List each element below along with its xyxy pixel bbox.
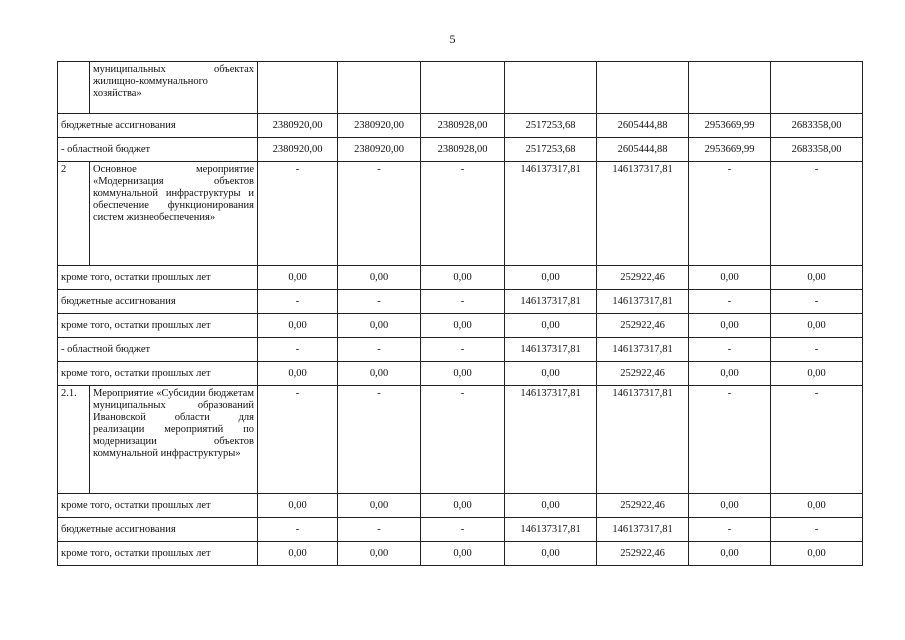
value-cell: 2953669,99	[689, 114, 771, 138]
value-cell: 0,00	[338, 362, 421, 386]
value-cell: 0,00	[258, 314, 338, 338]
table-row	[58, 138, 863, 162]
value-cell: 146137317,81	[505, 518, 597, 542]
row-label: кроме того, остатки прошлых лет	[58, 542, 258, 566]
table-row	[58, 290, 863, 314]
value-cell: -	[258, 518, 338, 542]
value-cell: 146137317,81	[597, 518, 689, 542]
table-row	[58, 62, 863, 114]
value-cell: -	[771, 518, 863, 542]
table-row	[58, 266, 863, 290]
value-cell: 0,00	[689, 542, 771, 566]
table-row	[58, 494, 863, 518]
value-cell	[597, 62, 689, 114]
value-cell: -	[771, 386, 863, 494]
value-cell: -	[258, 290, 338, 314]
table-row	[58, 386, 863, 494]
value-cell: 146137317,81	[597, 386, 689, 494]
value-cell: 2683358,00	[771, 114, 863, 138]
value-cell: 0,00	[338, 314, 421, 338]
value-cell: 2380928,00	[421, 138, 505, 162]
row-label: бюджетные ассигнования	[58, 518, 258, 542]
row-description: Основное мероприятие «Модернизация объектов коммунальной инфраструктуры и обеспечение функционирования систем жизнеобеспечения»	[90, 162, 258, 266]
value-cell: -	[421, 290, 505, 314]
value-cell: -	[338, 338, 421, 362]
value-cell	[771, 62, 863, 114]
value-cell: 0,00	[421, 494, 505, 518]
value-cell: 252922,46	[597, 362, 689, 386]
value-cell: 146137317,81	[597, 338, 689, 362]
value-cell: 0,00	[771, 266, 863, 290]
value-cell	[258, 62, 338, 114]
value-cell	[689, 62, 771, 114]
row-description: муниципальных объектах жилищно-коммунального хозяйства»	[90, 62, 258, 114]
row-index	[58, 62, 90, 114]
value-cell: -	[771, 338, 863, 362]
value-cell: 2380920,00	[258, 138, 338, 162]
value-cell: 0,00	[338, 494, 421, 518]
value-cell: -	[258, 338, 338, 362]
value-cell: -	[421, 386, 505, 494]
value-cell: 146137317,81	[505, 290, 597, 314]
value-cell: 0,00	[258, 266, 338, 290]
value-cell: -	[258, 386, 338, 494]
value-cell: 0,00	[689, 362, 771, 386]
page-number: 5	[449, 32, 456, 46]
table-row	[58, 362, 863, 386]
value-cell: 2953669,99	[689, 138, 771, 162]
value-cell: 0,00	[689, 494, 771, 518]
value-cell: 2380920,00	[338, 114, 421, 138]
row-index: 2.1.	[58, 386, 90, 494]
value-cell: 0,00	[771, 314, 863, 338]
row-label: кроме того, остатки прошлых лет	[58, 314, 258, 338]
table-row	[58, 314, 863, 338]
row-description: Мероприятие «Субсидии бюджетам муниципальных образований Ивановской области для реализации мероприятий по модернизации объектов коммунальной инфраструктуры»	[90, 386, 258, 494]
value-cell: 2605444,88	[597, 114, 689, 138]
value-cell: -	[338, 290, 421, 314]
table-row	[58, 518, 863, 542]
row-label: кроме того, остатки прошлых лет	[58, 362, 258, 386]
value-cell: 146137317,81	[505, 162, 597, 266]
value-cell: 252922,46	[597, 266, 689, 290]
value-cell: 0,00	[689, 266, 771, 290]
value-cell: 146137317,81	[597, 290, 689, 314]
table-row	[58, 338, 863, 362]
value-cell: 252922,46	[597, 314, 689, 338]
value-cell: -	[771, 162, 863, 266]
value-cell: -	[258, 162, 338, 266]
value-cell: -	[689, 338, 771, 362]
row-label: бюджетные ассигнования	[58, 114, 258, 138]
value-cell: -	[421, 518, 505, 542]
value-cell: -	[689, 518, 771, 542]
value-cell: 0,00	[505, 266, 597, 290]
value-cell: 0,00	[421, 314, 505, 338]
value-cell	[505, 62, 597, 114]
value-cell: 2380928,00	[421, 114, 505, 138]
value-cell: 252922,46	[597, 542, 689, 566]
budget-table	[57, 61, 863, 566]
value-cell: 0,00	[505, 542, 597, 566]
value-cell: -	[338, 386, 421, 494]
value-cell: 0,00	[258, 494, 338, 518]
value-cell: -	[338, 518, 421, 542]
value-cell: 0,00	[421, 266, 505, 290]
value-cell: -	[689, 162, 771, 266]
value-cell: 0,00	[338, 542, 421, 566]
value-cell: -	[689, 386, 771, 494]
row-label: кроме того, остатки прошлых лет	[58, 494, 258, 518]
value-cell: 0,00	[771, 494, 863, 518]
value-cell: 0,00	[421, 362, 505, 386]
value-cell: 2683358,00	[771, 138, 863, 162]
value-cell: 0,00	[505, 494, 597, 518]
value-cell: 0,00	[771, 362, 863, 386]
row-label: - областной бюджет	[58, 138, 258, 162]
value-cell: 0,00	[505, 314, 597, 338]
value-cell: 146137317,81	[505, 386, 597, 494]
value-cell: 2380920,00	[338, 138, 421, 162]
table-row	[58, 114, 863, 138]
value-cell: -	[421, 338, 505, 362]
value-cell: 252922,46	[597, 494, 689, 518]
row-index: 2	[58, 162, 90, 266]
value-cell: 0,00	[258, 542, 338, 566]
value-cell: 2517253,68	[505, 114, 597, 138]
value-cell: 2517253,68	[505, 138, 597, 162]
value-cell	[338, 62, 421, 114]
value-cell: -	[338, 162, 421, 266]
value-cell: -	[689, 290, 771, 314]
row-label: бюджетные ассигнования	[58, 290, 258, 314]
value-cell: 0,00	[771, 542, 863, 566]
value-cell: 0,00	[421, 542, 505, 566]
table-body	[58, 62, 863, 566]
row-label: кроме того, остатки прошлых лет	[58, 266, 258, 290]
value-cell: -	[771, 290, 863, 314]
value-cell: 2605444,88	[597, 138, 689, 162]
value-cell: 146137317,81	[505, 338, 597, 362]
table-row	[58, 542, 863, 566]
row-label: - областной бюджет	[58, 338, 258, 362]
value-cell: 0,00	[505, 362, 597, 386]
value-cell: 2380920,00	[258, 114, 338, 138]
table-row	[58, 162, 863, 266]
value-cell: 146137317,81	[597, 162, 689, 266]
value-cell: 0,00	[338, 266, 421, 290]
value-cell: 0,00	[689, 314, 771, 338]
value-cell: -	[421, 162, 505, 266]
value-cell: 0,00	[258, 362, 338, 386]
value-cell	[421, 62, 505, 114]
